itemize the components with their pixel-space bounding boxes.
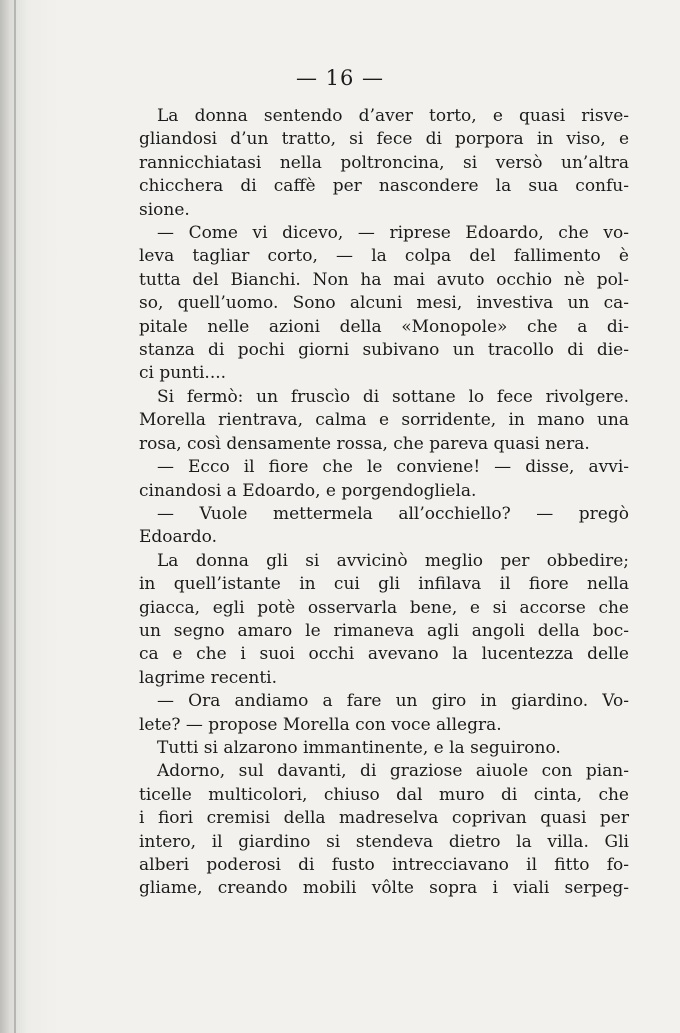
paragraph: [139, 105, 629, 222]
text-line: Tutti si alzarono immantinente, e la seguirono.: [157, 737, 561, 758]
text-line: rannicchiatasi nella poltroncina, si versò un’altra: [139, 152, 629, 173]
text-line: cinandosi a Edoardo, e porgendogliela.: [139, 480, 477, 501]
text-line: alberi poderosi di fusto intrecciavano il fitto fo-: [139, 855, 629, 875]
paragraph: [139, 222, 629, 386]
text-line: gliandosi d’un tratto, si fece di porpora in viso, e: [139, 129, 629, 150]
text-line: intero, il giardino si stendeva dietro la villa. Gli: [139, 831, 629, 852]
text-line: lagrime recenti.: [139, 667, 277, 688]
text-line: La donna sentendo d’aver torto, e quasi risve-: [157, 106, 629, 126]
text-line: so, quell’uomo. Sono alcuni mesi, investiva un ca-: [139, 293, 629, 314]
paragraph: [139, 690, 629, 737]
text-line: — Ecco il fiore che le conviene! — disse, avvi-: [157, 457, 629, 478]
text-line: giacca, egli potè osservarla bene, e si accorse che: [139, 597, 629, 618]
text-line: Edoardo.: [139, 527, 218, 548]
text-line: tutta del Bianchi. Non ha mai avuto occhio nè pol-: [139, 269, 629, 290]
paragraph: [139, 760, 629, 900]
text-line: un segno amaro le rimaneva agli angoli della boc-: [139, 620, 629, 641]
page-number: — 16 —: [295, 66, 385, 90]
text-line: lete? — propose Morella con voce allegra.: [139, 714, 502, 735]
text-line: ticelle multicolori, chiuso dal muro di cinta, che: [139, 784, 629, 805]
paragraph: [139, 386, 629, 456]
text-line: gliame, creando mobili vôlte sopra i viali serpeg-: [139, 878, 629, 899]
text-line: chicchera di caffè per nascondere la sua confu-: [139, 176, 629, 197]
text-line: sione.: [139, 199, 190, 220]
text-line: leva tagliar corto, — la colpa del fallimento è: [139, 246, 629, 267]
paragraph: [139, 550, 629, 690]
text-line: — Come vi dicevo, — riprese Edoardo, che vo-: [157, 223, 629, 244]
text-line: Morella rientrava, calma e sorridente, in mano una: [139, 410, 629, 431]
text-line: Si fermò: un fruscìo di sottane lo fece rivolgere.: [157, 386, 629, 407]
text-line: stanza di pochi giorni subivano un tracollo di die-: [139, 340, 629, 361]
text-line: i fiori cremisi della madreselva coprivan quasi per: [139, 808, 629, 829]
text-line: — Vuole mettermela all’occhiello? — pregò: [157, 503, 629, 524]
text-line: pitale nelle azioni della «Monopole» che a di-: [139, 316, 629, 337]
text-line: — Ora andiamo a fare un giro in giardino. Vo-: [157, 691, 629, 712]
text-line: Adorno, sul davanti, di graziose aiuole con pian-: [157, 761, 629, 782]
paragraph: [139, 503, 629, 550]
paragraph: [139, 456, 629, 503]
text-line: ci punti....: [139, 363, 227, 384]
text-line: rosa, così densamente rossa, che pareva quasi nera.: [139, 433, 590, 454]
text-line: in quell’istante in cui gli infilava il fiore nella: [139, 574, 629, 595]
page-gutter: [14, 0, 16, 1033]
body-text: [139, 105, 629, 901]
text-line: ca e che i suoi occhi avevano la lucentezza delle: [139, 644, 629, 665]
paragraph: [139, 737, 629, 760]
text-line: La donna gli si avvicinò meglio per obbedire;: [157, 550, 629, 571]
